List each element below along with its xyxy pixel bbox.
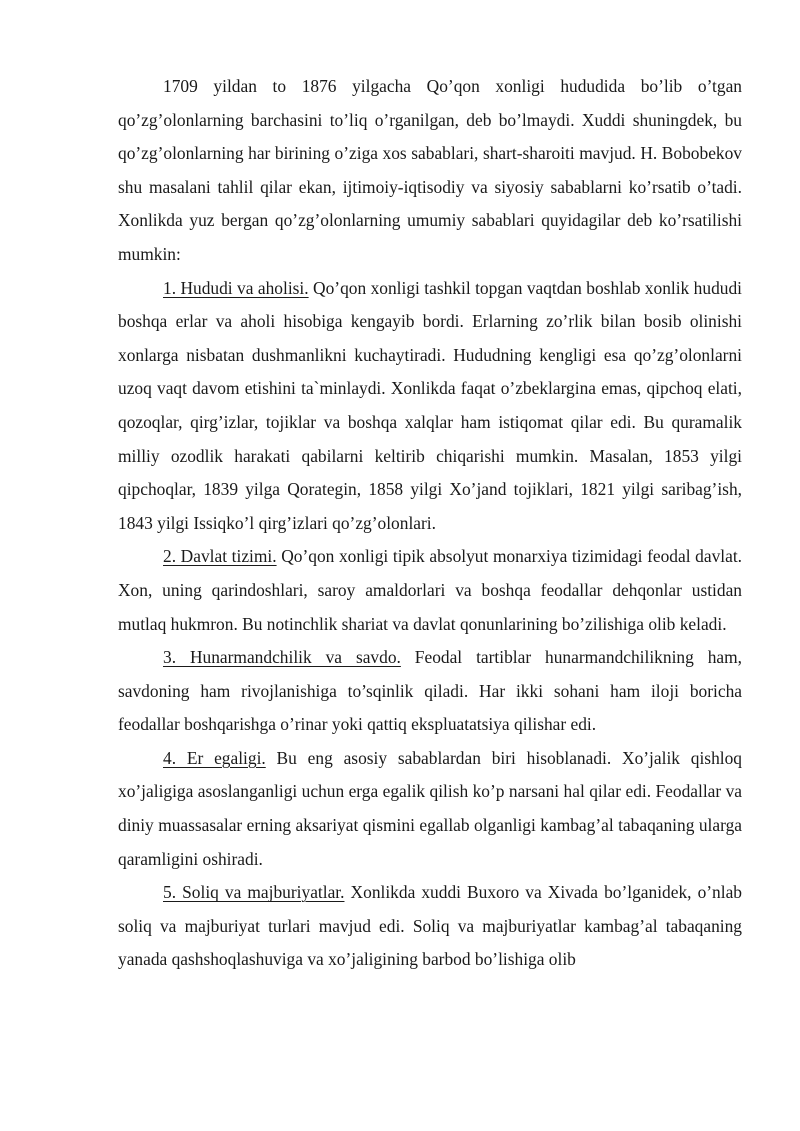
section-heading: 1. Hududi va aholisi. [163,277,309,298]
section-heading: 5. Soliq va majburiyatlar. [163,882,345,903]
section-text: Xonlikda xuddi Buxoro va Xivada bo’lganidek, o’nlab soliq va majburiyat turlari mavjud edi. Soliq va majburiyatlar kambag’al tabaqaning yanada qashshoqlashuviga va xo’jaligining barbod bo’lishiga olib [118,882,742,970]
section-heading: 3. Hunarmandchilik va savdo. [163,647,401,668]
section-text: Feodal tartiblar hunarmandchilikning ham, savdoning ham rivojlanishiga to’sqinlik qiladi. Har ikki sohani ham iloji boricha feodallar boshqarishga o’rinar yoki qattiq ekspluatatsiya qilishar edi. [118,647,743,735]
section-hududi-va-aholisi [118,272,742,541]
section-heading: 4. Er egaligi. [163,747,266,768]
intro-paragraph: 1709 yildan to 1876 yilgacha Qo’qon xonligi hududida bo’lib o’tgan qo’zg’olonlarning barchasini to’liq o’rganilgan, deb bo’lmaydi. Xuddi shuningdek, bu qo’zg’olonlarning har birining o’ziga xos sabablari, shart-sharoiti mavjud. H. Bobobekov shu masalani tahlil qilar ekan, ijtimoiy-iqtisodiy va siyosiy sabablarni ko’rsatib o’tadi. Xonlikda yuz bergan qo’zg’olonlarning umumiy sabablari quyidagilar deb ko’rsatilishi mumkin: [118,76,742,264]
section-er-egaligi [118,742,742,876]
section-text: Qo’qon xonligi tipik absolyut monarxiya tizimidagi feodal davlat. Xon, uning qarindoshlari, saroy amaldorlari va boshqa feodallar dehqonlar ustidan mutlaq hukmron. Bu notinchlik shariat va davlat qonunlarining bo’zilishiga olib keladi. [118,546,742,634]
section-text: Qo’qon xonligi tashkil topgan vaqtdan boshlab xonlik hududi boshqa erlar va aholi hisobiga kengayib bordi. Erlarning zo’rlik bilan bosib olinishi xonlarga nisbatan dushmanlikni kuchaytiradi. Hududning kengligi esa qo’zg’olonlarni uzoq vaqt davom etishini ta`minlaydi. Xonlikda faqat o’zbeklargina emas, qipchoq elati, qozoqlar, qirg’izlar, tojiklar va boshqa xalqlar ham istiqomat qilar edi. Bu quramalik milliy ozodlik harakati qabilarni keltirib chiqarishi mumkin. Masalan, 1853 yilgi qipchoqlar, 1839 yilga Qorategin, 1858 yilgi Xo’jand tojiklari, 1821 yilgi saribag’ish, 1843 yilgi Issiqko’l qirg’izlari qo’zg’olonlari. [118,277,742,533]
section-heading: 2. Davlat tizimi. [163,546,277,567]
section-davlat-tizimi [118,540,742,641]
section-text: Bu eng asosiy sabablardan biri hisoblanadi. Xo’jalik qishloq xo’jaligiga asoslanganligi uchun erga egalik qilish ko’p narsani hal qilar edi. Feodallar va diniy muassasalar erning aksariyat qismini egallab olganligi kambag’al tabaqaning ularga qaramligini oshiradi. [118,747,742,869]
section-soliq-va-majburiyatlar [118,876,742,977]
section-hunarmandchilik-va-savdo [118,641,742,742]
document-page [118,70,742,977]
